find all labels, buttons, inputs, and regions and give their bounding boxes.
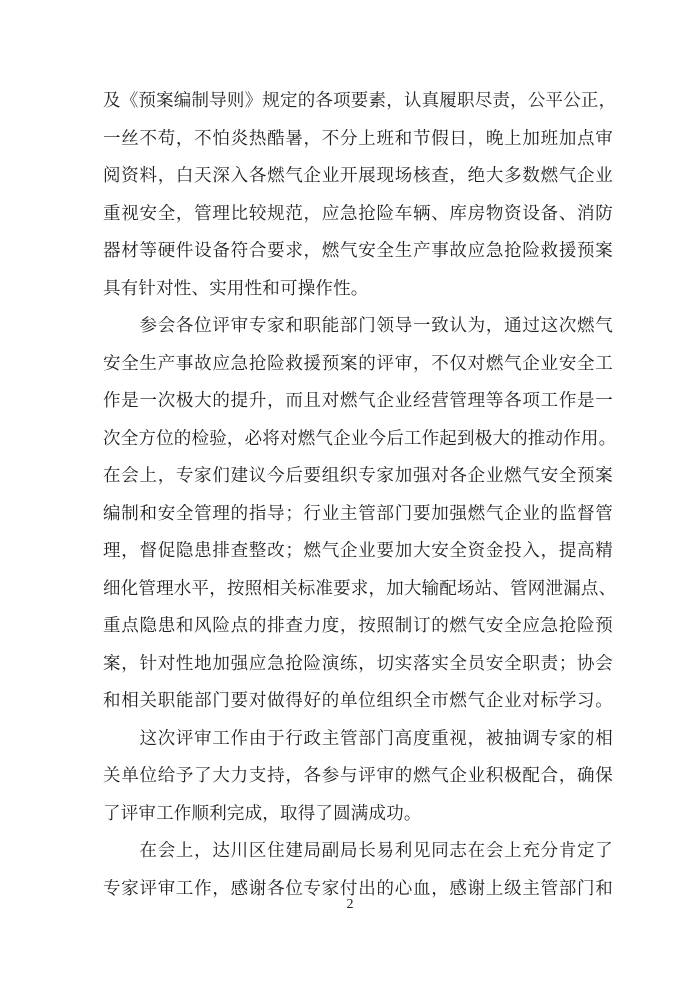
text-line: 阅资料，白天深入各燃气企业开展现场核查，绝大多数燃气企业 [103, 165, 613, 185]
text-line: 理，督促隐患排查整改；燃气企业要加大安全资金投入，提高精 [103, 540, 613, 560]
text-line: 次全方位的检验，必将对燃气企业今后工作起到极大的推动作用。 [103, 427, 617, 448]
text-line-paragraph-start: 参会各位评审专家和职能部门领导一致认为，通过这次燃气 [103, 315, 613, 335]
text-line: 安全生产事故应急抢险救援预案的评审，不仅对燃气企业安全工 [103, 352, 613, 373]
text-line: 关单位给予了大力支持，各参与评审的燃气企业积极配合，确保 [103, 765, 613, 785]
page-number: 2 [346, 897, 354, 912]
text-line: 专家评审工作，感谢各位专家付出的心血，感谢上级主管部门和 [103, 877, 613, 898]
text-line: 细化管理水平，按照相关标准要求，加大输配场站、管网泄漏点、 [103, 577, 617, 598]
page-body [103, 82, 617, 907]
text-line-paragraph-start: 这次评审工作由于行政主管部门高度重视，被抽调专家的相 [103, 727, 613, 748]
text-line: 在会上，专家们建议今后要组织专家加强对各企业燃气安全预案 [103, 465, 613, 485]
text-line: 案，针对性地加强应急抢险演练，切实落实全员安全职责；协会 [103, 652, 613, 673]
text-line: 一丝不苟，不怕炎热酷暑，不分上班和节假日，晚上加班加点审 [103, 127, 613, 148]
text-line: 器材等硬件设备符合要求，燃气安全生产事故应急抢险救援预案 [103, 240, 613, 260]
text-line: 重视安全，管理比较规范，应急抢险车辆、库房物资设备、消防 [103, 202, 613, 223]
text-line: 及《预案编制导则》规定的各项要素，认真履职尽责，公平公正， [103, 90, 617, 110]
text-line-paragraph-end: 具有针对性、实用性和可操作性。 [103, 277, 369, 298]
text-line-paragraph-end: 和相关职能部门要对做得好的单位组织全市燃气企业对标学习。 [103, 690, 613, 710]
text-line: 作是一次极大的提升，而且对燃气企业经营管理等各项工作是一 [103, 390, 613, 410]
text-line-paragraph-start: 在会上，达川区住建局副局长易利见同志在会上充分肯定了 [103, 840, 613, 860]
text-line: 重点隐患和风险点的排查力度，按照制订的燃气安全应急抢险预 [103, 615, 613, 635]
text-line: 编制和安全管理的指导；行业主管部门要加强燃气企业的监督管 [103, 502, 613, 523]
text-line-paragraph-end: 了评审工作顺利完成，取得了圆满成功。 [103, 802, 422, 823]
